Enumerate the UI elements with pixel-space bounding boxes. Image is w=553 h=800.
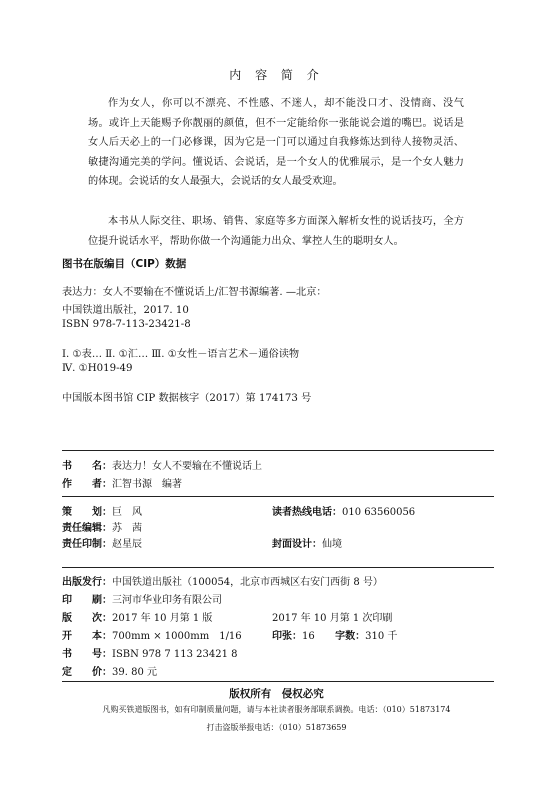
hotline-label: 读者热线电话： — [272, 507, 342, 518]
piracy-hotline: 打击盗版举报电话：（010）51873659 — [206, 723, 347, 732]
isbn-label: 书 号： — [62, 649, 112, 660]
divider — [62, 496, 494, 497]
format-row — [62, 627, 242, 642]
edition-row — [62, 609, 212, 624]
copyright-notice: 凡购买铁道版图书，如有印制质量问题，请与本社读者服务部联系调换。电话：（010）51873174 — [102, 705, 451, 714]
cip-line-2: 中国铁道出版社，2017. 10 — [62, 305, 189, 316]
isbn-row — [62, 645, 238, 660]
isbn-value: ISBN 978 7 113 23421 8 — [112, 649, 238, 660]
planner-value: 巨 风 — [112, 507, 142, 518]
intro-paragraph-1: 作为女人，你可以不漂亮、不性感、不迷人，却不能没口才、没情商、没气场。或许上天能赐予你靓丽的颜值，但不一定能给你一张能说会道的嘴巴。说话是女人后天必上的一门必修课，因为它是一门可以通过自我修炼达到待人接物灵活、敏捷沟通完美的学问。懂说话、会说话，是一个女人的优雅展示，是一个女人魅力的体现。会说话的女人最强大，会说话的女人最受欢迎。 — [88, 98, 464, 188]
cip-line-5: Ⅳ. ①H019-49 — [62, 363, 133, 374]
price-label: 定 价： — [62, 667, 112, 678]
printing-manager-value: 赵星辰 — [112, 539, 142, 550]
editor-value: 苏 茜 — [112, 523, 142, 534]
divider — [62, 567, 494, 568]
impression-value: 2017 年 10 月第 1 次印刷 — [272, 613, 393, 624]
cip-line-4: Ⅰ. ①表… Ⅱ. ①汇… Ⅲ. ①女性－语言艺术－通俗读物 — [62, 349, 300, 360]
format-label: 开 本： — [62, 631, 112, 642]
printer-label: 印 刷： — [62, 595, 112, 606]
cover-design-label: 封面设计： — [272, 539, 322, 550]
intro-paragraph-2: 本书从人际交往、职场、销售、家庭等多方面深入解析女性的说话技巧，全方位提升说话水平，帮助你做一个沟通能力出众、掌控人生的聪明女人。 — [88, 216, 464, 247]
cover-design-value: 仙境 — [322, 539, 342, 550]
issuer-label: 出版发行： — [62, 577, 112, 588]
printing-manager-row — [62, 535, 142, 550]
sheets-label: 印张： — [272, 631, 302, 642]
format-value: 700mm × 1000mm 1/16 — [112, 631, 242, 642]
edition-label: 版 次： — [62, 613, 112, 624]
price-value: 39. 80 元 — [112, 667, 157, 678]
planner-label: 策 划： — [62, 507, 112, 518]
planner-row — [62, 503, 142, 518]
book-title-value: 表达力！女人不要输在不懂说话上 — [112, 461, 262, 472]
cip-line-3: ISBN 978-7-113-23421-8 — [62, 319, 191, 330]
sheets-words-row — [272, 627, 397, 642]
editor-row — [62, 519, 142, 534]
impression-row — [272, 609, 392, 624]
author-label: 作 者： — [62, 479, 112, 490]
intro-title: 内 容 简 介 — [229, 68, 324, 82]
printer-row — [62, 591, 222, 606]
price-row — [62, 663, 157, 678]
words-value: 310 千 — [365, 631, 398, 642]
hotline-row — [272, 503, 415, 518]
printer-value: 三河市华业印务有限公司 — [112, 595, 222, 606]
issuer-row — [62, 573, 383, 588]
book-author-row — [62, 475, 182, 490]
cip-title: 图书在版编目（CIP）数据 — [62, 258, 187, 270]
sheets-value: 16 — [302, 631, 315, 642]
cip-line-6: 中国版本图书馆 CIP 数据核字（2017）第 174173 号 — [62, 393, 312, 404]
copyright-title: 版权所有 侵权必究 — [229, 688, 324, 700]
divider — [62, 681, 494, 682]
cip-line-1: 表达力：女人不要输在不懂说话上/汇智书源编著. —北京： — [62, 287, 327, 298]
author-value: 汇智书源 编著 — [112, 479, 182, 490]
cover-design-row — [272, 535, 342, 550]
hotline-value: 010 63560056 — [342, 507, 416, 518]
words-label: 字数： — [335, 631, 366, 642]
editor-label: 责任编辑： — [62, 523, 112, 534]
issuer-value: 中国铁道出版社（100054，北京市西城区右安门西街 8 号） — [112, 577, 383, 588]
book-title-label: 书 名： — [62, 461, 112, 472]
edition-value: 2017 年 10 月第 1 版 — [112, 613, 213, 624]
divider — [62, 450, 494, 451]
book-title-row — [62, 457, 262, 472]
printing-manager-label: 责任印制： — [62, 539, 112, 550]
